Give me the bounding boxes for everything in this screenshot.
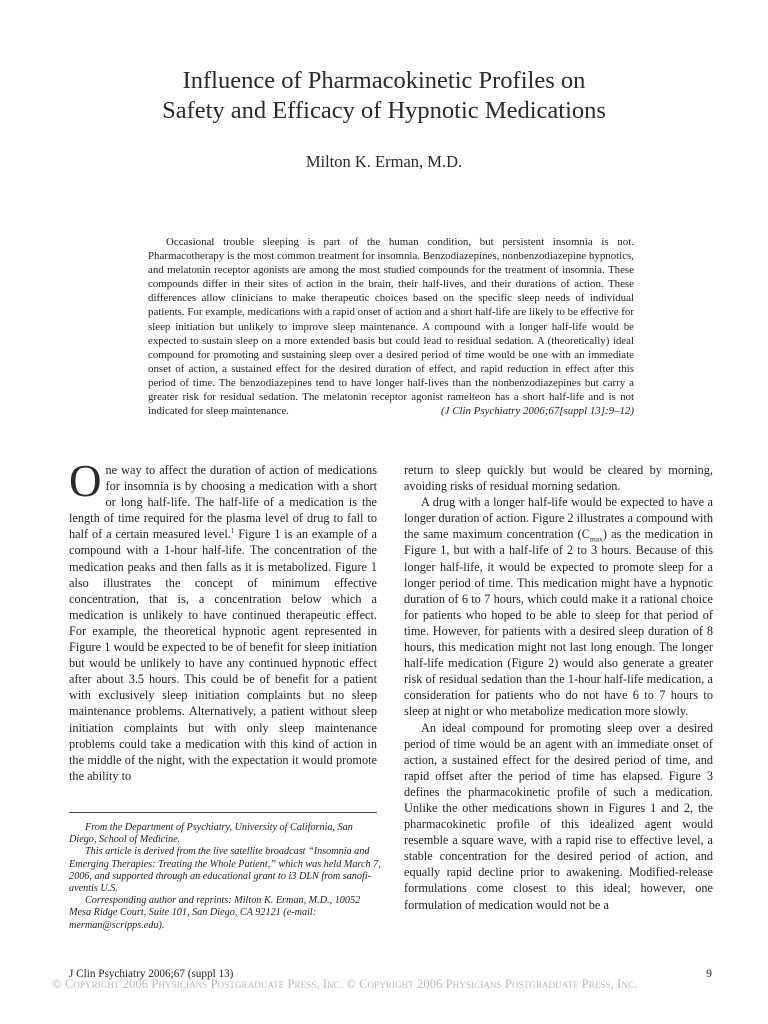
body-paragraph: An ideal compound for promoting sleep over a desired period of time would be an agent with an immediate onset of action, a sustained effect for the desired period of time, and rapid offset after the period of time has elapsed. Figure 3 defines the pharmacokinetic profile of such a medication. Unlike the other medications shown in Figures 1 and 2, the pharmacokinetic profile of this idealized agent would resemble a square wave, with a rapid rise to effective level, a stable concentration for the desired period of action, and equally rapid decline prior to awakening. Modified-release formulations come closest to this ideal; however, one formulation of medication would not be a [404,720,713,912]
body-paragraph [404,494,713,719]
abstract-text: Occasional trouble sleeping is part of the human condition, but persistent insomnia is not. Pharmacotherapy is the most common treatment for insomnia. Benzodiazepines, nonbenzodiazepine hypnotics, and melatonin receptor agonists are among the most studied compounds for the treatment of insomnia. These compounds differ in their sites of action in the brain, their half-lives, and their durations of action. These differences allow clinicians to make therapeutic choices based on the specific sleep needs of individual patients. For example, medications with a rapid onset of action and a short half-life are likely to be effective for sleep initiation but unlikely to improve sleep maintenance. A compound with a longer half-life would be expected to sustain sleep on a more extended basis but could lead to residual sedation. A (theoretically) ideal compound for promoting and sustaining sleep over a desired period of time would be one with an immediate onset of action, a sustained effect for the desired duration of effect, and rapid reduction in effect after this period of time. The benzodiazepines tend to have longer half-lives than the nonbenzodiazepines but carry a greater risk for residual sedation. The melatonin receptor agonist ramelteon has a short half-life and is not indicated for sleep maintenance. [148,236,634,418]
body-column-left [69,456,377,784]
body-paragraph: return to sleep quickly but would be cleared by morning, avoiding risks of residual morning sedation. [404,463,713,494]
journal-footer: J Clin Psychiatry 2006;67 (suppl 13) [69,968,234,980]
body-text: ne way to affect the duration of action of medications for insomnia is by choosing a medication with a short or long half-life. The half-life of a medication is the length of time required for the plasma level of drug to fall to half of a certain measured level. [69,463,377,542]
copyright-watermark: © Copyright 2006 Physicians Postgraduate Press, Inc. © Copyright 2006 Physicians Postgraduate Press, Inc. [52,977,638,991]
title-line-1: Influence of Pharmacokinetic Profiles on [182,67,586,94]
body-text: ) as the medication in Figure 1, but with a half-life of 2 to 3 hours. Because of this longer half-life, it would be expected to promote sleep for a longer period of time. This medication might have a hypnotic duration of 6 to 7 hours, which could make it a rational choice for patients who hoped to be able to sleep for that period of time. However, for patients with a desired sleep duration of 8 hours, this medication might not last long enough. The longer half-life medication (Figure 2) would also generate a greater risk of residual sedation than the 1-hour half-life medication, a consideration for patients who do not have 6 to 7 hours to sleep at night or who metabolize medication more slowly. [404,527,714,719]
abstract-citation: (J Clin Psychiatry 2006;67[suppl 13]:9–12) [441,405,634,418]
title-line-2: Safety and Efficacy of Hypnotic Medications [162,97,606,124]
subscript: max [589,534,603,544]
footnote [69,822,381,932]
footnote-source: This article is derived from the live satellite broadcast “Insomnia and Emerging Therapies: Treating the Whole Patient,” which was held March 7, 2006, and supported through an educational grant to i3 DLN from sanofi-aventis U.S. [69,846,381,895]
page-number: 9 [706,968,712,980]
body-paragraph [69,456,377,784]
body-text: A drug with a longer half-life would be expected to have a longer duration of action. Figure 2 illustrates a compound with the same maximum concentration (C [404,495,713,542]
author-name: Milton K. Erman, M.D. [305,152,463,171]
drop-cap: O [69,456,102,506]
abstract [148,235,634,418]
article-title [60,66,708,126]
reference-marker: 1 [230,527,235,536]
footnote-correspondence: Corresponding author and reprints: Milton K. Erman, M.D., 10052 Mesa Ridge Court, Suite 101, San Diego, CA 92121 (e-mail: merman@scripps.edu). [69,895,361,931]
footnote-divider [69,812,377,813]
footnote-affiliation: From the Department of Psychiatry, University of California, San Diego, School of Medicine. [69,822,353,846]
body-column-right [404,462,713,913]
body-text: Figure 1 is an example of a compound with a 1-hour half-life. The concentration of the medication peaks and then falls as it is metabolized. Figure 1 also illustrates the concept of minimum effective concentration, that is, a concentration below which a medication is unlikely to have continued therapeutic effect. For example, the theoretical hypnotic agent represented in Figure 1 would be expected to be of benefit for sleep initiation but would be unlikely to have any continued hypnotic effect after about 3.5 hours. This could be of benefit for a patient with exclusively sleep initiation complaints but no sleep maintenance problems. Alternatively, a patient without sleep initiation complaints but with only sleep maintenance problems could take a medication with this kind of action in the middle of the night, with the expectation it would promote the ability to [69,527,377,783]
